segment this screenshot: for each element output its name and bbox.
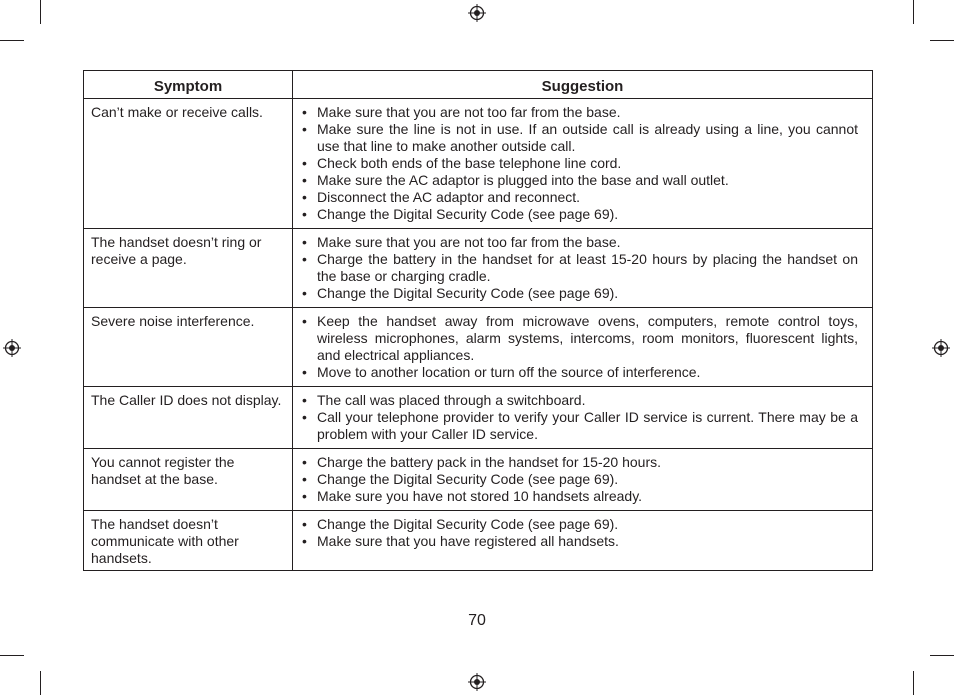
table-row <box>84 308 873 387</box>
crop-mark-top-right-horizontal <box>930 40 954 41</box>
suggestion-list <box>299 104 858 223</box>
column-header-symptom: Symptom <box>84 71 293 99</box>
table-row <box>84 387 873 449</box>
suggestion-item: • Make sure that you are not too far from the base. <box>299 104 858 121</box>
suggestion-list <box>299 313 858 381</box>
symptom-cell: The handset doesn’t communicate with other handsets. <box>84 511 293 571</box>
suggestion-cell <box>293 511 873 571</box>
suggestion-item: • Check both ends of the base telephone line cord. <box>299 155 858 172</box>
symptom-cell: The handset doesn’t ring or receive a page. <box>84 229 293 308</box>
suggestion-item: • The call was placed through a switchboard. <box>299 392 858 409</box>
symptom-cell: Can’t make or receive calls. <box>84 99 293 229</box>
suggestion-item: • Charge the battery pack in the handset for 15-20 hours. <box>299 454 858 471</box>
crop-mark-top-left-vertical <box>40 0 41 24</box>
troubleshooting-table <box>83 70 873 571</box>
suggestion-item: • Change the Digital Security Code (see page 69). <box>299 206 858 223</box>
table-row <box>84 229 873 308</box>
suggestion-cell <box>293 308 873 387</box>
suggestion-cell <box>293 99 873 229</box>
crop-mark-bottom-left-horizontal <box>0 655 24 656</box>
suggestion-item: • Move to another location or turn off the source of interference. <box>299 364 858 381</box>
crop-mark-bottom-right-horizontal <box>930 655 954 656</box>
suggestion-item: • Call your telephone provider to verify your Caller ID service is current. There may be a problem with your Caller ID service. <box>299 409 858 443</box>
suggestion-item: • Change the Digital Security Code (see page 69). <box>299 285 858 302</box>
suggestion-item: • Change the Digital Security Code (see page 69). <box>299 471 858 488</box>
registration-mark-icon <box>932 339 950 357</box>
suggestion-list <box>299 392 858 443</box>
registration-mark-icon <box>3 339 21 357</box>
suggestion-cell <box>293 449 873 511</box>
suggestion-item: • Charge the battery in the handset for at least 15-20 hours by placing the handset on the base or charging cradle. <box>299 251 858 285</box>
table-row <box>84 511 873 571</box>
registration-mark-icon <box>468 673 486 691</box>
suggestion-list <box>299 454 858 505</box>
suggestion-item: • Make sure that you have registered all handsets. <box>299 533 858 550</box>
table-row <box>84 99 873 229</box>
suggestion-item: • Make sure the line is not in use. If an outside call is already using a line, you cannot use that line to make another outside call. <box>299 121 858 155</box>
suggestion-cell <box>293 387 873 449</box>
suggestion-item: • Disconnect the AC adaptor and reconnect. <box>299 189 858 206</box>
table-row <box>84 449 873 511</box>
suggestion-list <box>299 234 858 302</box>
suggestion-item: • Change the Digital Security Code (see page 69). <box>299 516 858 533</box>
symptom-cell: You cannot register the handset at the base. <box>84 449 293 511</box>
suggestion-item: • Make sure you have not stored 10 handsets already. <box>299 488 858 505</box>
crop-mark-bottom-right-vertical <box>913 671 914 695</box>
symptom-cell: The Caller ID does not display. <box>84 387 293 449</box>
column-header-suggestion: Suggestion <box>293 71 873 99</box>
suggestion-item: • Keep the handset away from microwave ovens, computers, remote control toys, wireless microphones, alarm systems, intercoms, room monitors, fluorescent lights, and electrical appliances. <box>299 313 858 364</box>
page-number: 70 <box>468 612 486 629</box>
crop-mark-top-left-horizontal <box>0 40 24 41</box>
crop-mark-bottom-left-vertical <box>40 671 41 695</box>
registration-mark-icon <box>468 4 486 22</box>
table-header-row <box>84 71 873 99</box>
crop-mark-top-right-vertical <box>913 0 914 24</box>
suggestion-cell <box>293 229 873 308</box>
symptom-cell: Severe noise interference. <box>84 308 293 387</box>
suggestion-item: • Make sure the AC adaptor is plugged into the base and wall outlet. <box>299 172 858 189</box>
suggestion-list <box>299 516 858 550</box>
suggestion-item: • Make sure that you are not too far from the base. <box>299 234 858 251</box>
